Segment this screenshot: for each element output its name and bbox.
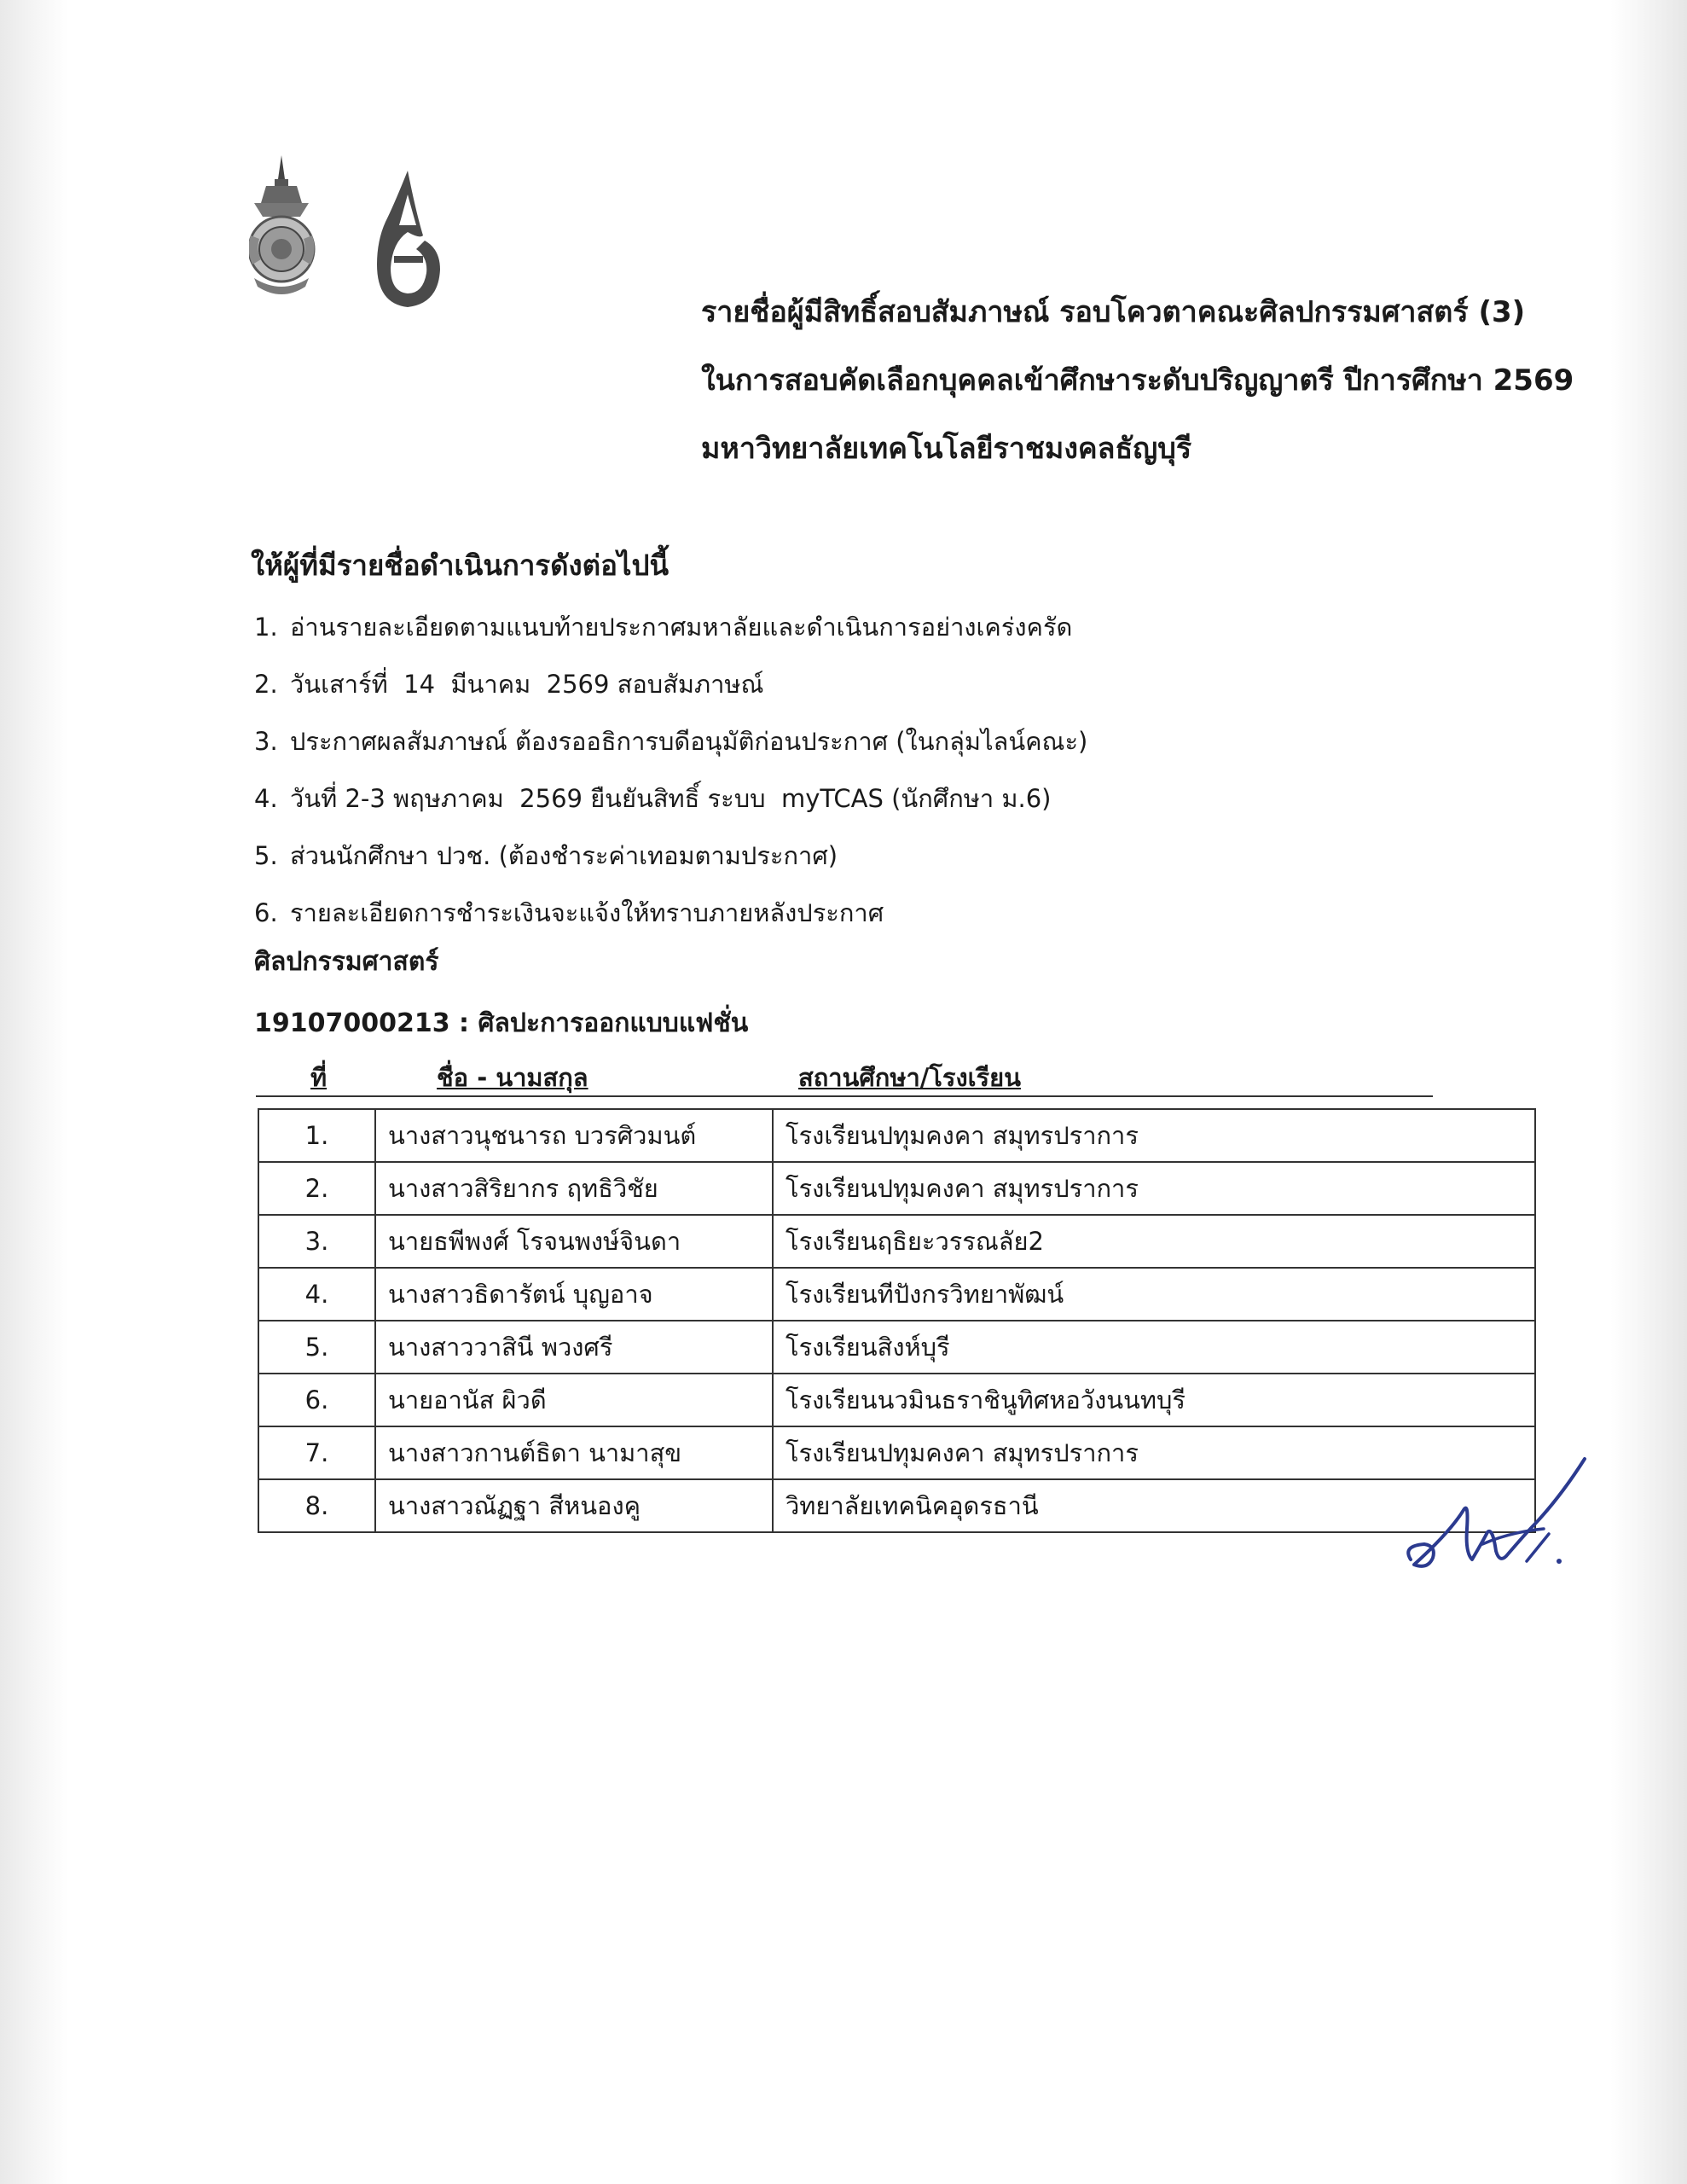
candidate-school: โรงเรียนฤธิยะวรรณลัย2 [773, 1215, 1535, 1268]
row-number: 6. [258, 1374, 375, 1426]
table-row [258, 1479, 1535, 1532]
program-code-name: 19107000213 : ศิลปะการออกแบบแฟชั่น [254, 1008, 749, 1038]
instruction-number: 5. [254, 841, 278, 870]
instruction-number: 4. [254, 784, 278, 813]
title-line-1: รายชื่อผู้มีสิทธิ์สอบสัมภาษณ์ รอบโควตาคณะศิลปกรรมศาสตร์ (3) [701, 295, 1526, 329]
instruction-text: วันที่ 2-3 พฤษภาคม 2569 ยืนยันสิทธิ์ ระบบ myTCAS (นักศึกษา ม.6) [290, 784, 1052, 813]
candidate-school: โรงเรียนปทุมคงคา สมุทรปราการ [773, 1162, 1535, 1215]
scan-shadow-left [0, 0, 68, 2184]
instruction-text: วันเสาร์ที่ 14 มีนาคม 2569 สอบสัมภาษณ์ [290, 670, 764, 699]
row-number: 4. [258, 1268, 375, 1321]
row-number: 7. [258, 1426, 375, 1479]
title-line-3: มหาวิทยาลัยเทคโนโลยีราชมงคลธัญบุรี [701, 432, 1192, 466]
instruction-item [254, 599, 1087, 656]
header-no: ที่ [310, 1063, 328, 1092]
instruction-number: 2. [254, 670, 278, 699]
candidate-name: นายธพีพงศ์ โรจนพงษ์จินดา [375, 1215, 773, 1268]
candidate-table [258, 1108, 1536, 1533]
table-row [258, 1162, 1535, 1215]
instructions-list [254, 599, 1087, 942]
title-line-2: ในการสอบคัดเลือกบุคคลเข้าศึกษาระดับปริญญาตรี ปีการศึกษา 2569 [701, 363, 1574, 398]
candidate-school: โรงเรียนปทุมคงคา สมุทรปราการ [773, 1426, 1535, 1479]
instruction-number: 6. [254, 898, 278, 927]
instruction-item [254, 828, 1087, 885]
row-number: 3. [258, 1215, 375, 1268]
signature-icon [1399, 1450, 1595, 1578]
document-title [701, 278, 1639, 483]
instruction-text: อ่านรายละเอียดตามแนบท้ายประกาศมหาลัยและดำเนินการอย่างเคร่งครัด [290, 613, 1073, 642]
candidate-school: โรงเรียนสิงห์บุรี [773, 1321, 1535, 1374]
instruction-number: 3. [254, 727, 278, 756]
instruction-text: ส่วนนักศึกษา ปวช. (ต้องชำระค่าเทอมตามประกาศ) [290, 841, 838, 870]
instruction-item [254, 770, 1087, 828]
candidate-school: โรงเรียนนวมินธราชินูทิศหอวังนนทบุรี [773, 1374, 1535, 1426]
table-row [258, 1374, 1535, 1426]
candidate-school: โรงเรียนทีปังกรวิทยาพัฒน์ [773, 1268, 1535, 1321]
instruction-number: 1. [254, 613, 278, 642]
candidate-name: นางสาวสิริยากร ฤทธิวิชัย [375, 1162, 773, 1215]
university-seal-icon [249, 155, 315, 294]
instruction-text: รายละเอียดการชำระเงินจะแจ้งให้ทราบภายหลังประกาศ [290, 898, 884, 927]
table-row [258, 1109, 1535, 1162]
candidate-name: นายอานัส ผิวดี [375, 1374, 773, 1426]
university-logos [249, 154, 454, 324]
table-row [258, 1215, 1535, 1268]
instruction-text: ประกาศผลสัมภาษณ์ ต้องรออธิการบดีอนุมัติก่อนประกาศ (ในกลุ่มไลน์คณะ) [290, 727, 1088, 756]
row-number: 5. [258, 1321, 375, 1374]
instruction-item [254, 656, 1087, 713]
row-number: 8. [258, 1479, 375, 1532]
rmutt-logo-icon [377, 171, 440, 307]
roster-header [256, 1056, 1433, 1097]
table-row [258, 1268, 1535, 1321]
candidate-name: นางสาววาสินี พวงศรี [375, 1321, 773, 1374]
row-number: 1. [258, 1109, 375, 1162]
candidate-school: วิทยาลัยเทคนิคอุดรธานี [773, 1479, 1535, 1532]
candidate-name: นางสาวณัฏฐา สีหนองคู [375, 1479, 773, 1532]
faculty-name: ศิลปกรรมศาสตร์ [254, 947, 439, 977]
candidate-school: โรงเรียนปทุมคงคา สมุทรปราการ [773, 1109, 1535, 1162]
candidate-name: นางสาวนุชนารถ บวรศิวมนต์ [375, 1109, 773, 1162]
candidate-name: นางสาวธิดารัตน์ บุญอาจ [375, 1268, 773, 1321]
table-row [258, 1321, 1535, 1374]
table-row [258, 1426, 1535, 1479]
instruction-item [254, 885, 1087, 942]
instructions-heading: ให้ผู้ที่มีรายชื่อดำเนินการดังต่อไปนี้ [251, 549, 670, 582]
row-number: 2. [258, 1162, 375, 1215]
header-name: ชื่อ - นามสกุล [437, 1063, 588, 1092]
candidate-name: นางสาวกานต์ธิดา นามาสุข [375, 1426, 773, 1479]
instruction-item [254, 713, 1087, 770]
header-school: สถานศึกษา/โรงเรียน [798, 1063, 1021, 1092]
